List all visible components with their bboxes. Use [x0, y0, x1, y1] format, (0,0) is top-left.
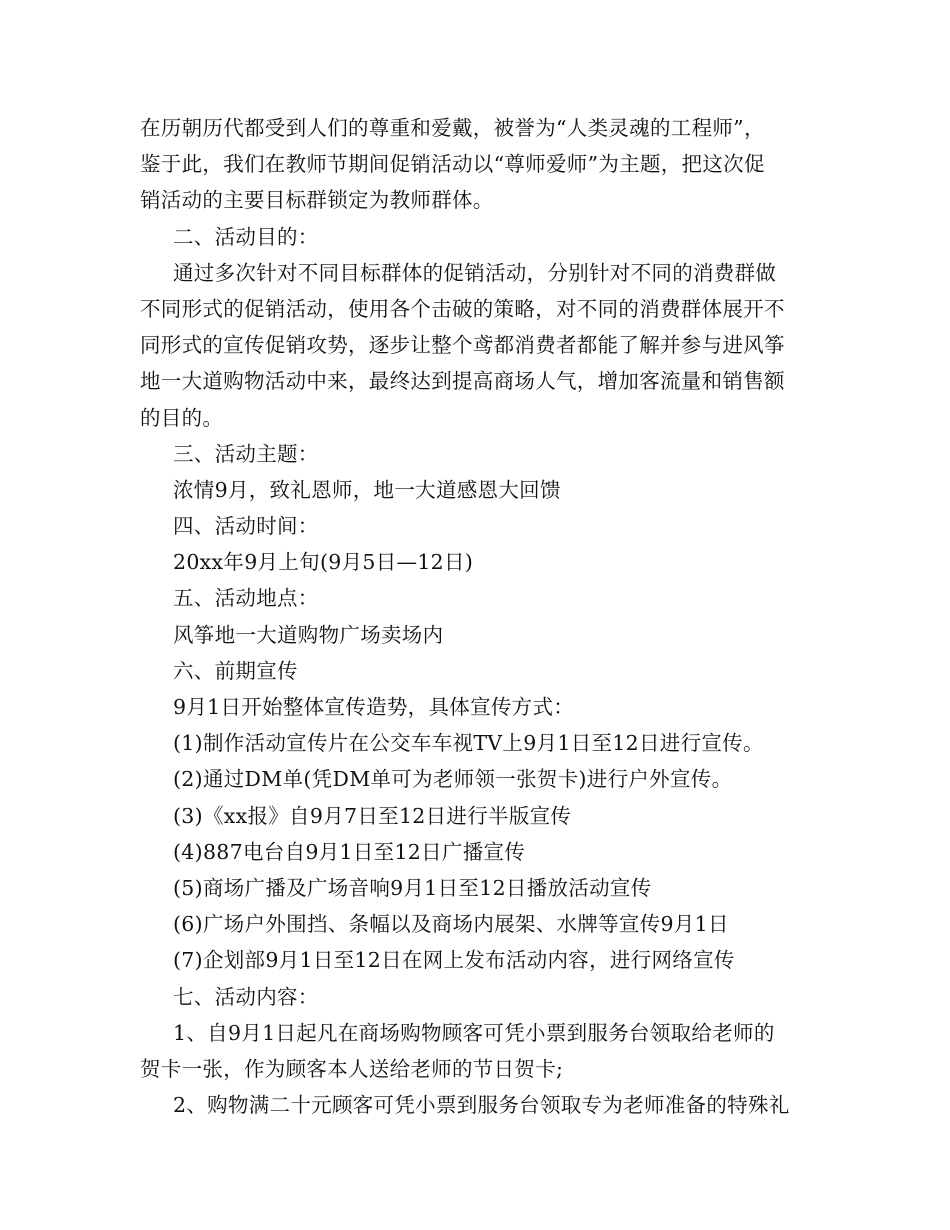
- section-heading: 六、前期宣传: [173, 658, 298, 683]
- text-line: 风筝地一大道购物广场卖场内: [173, 622, 444, 647]
- list-item: (3)《xx报》自9月7日至12日进行半版宣传: [173, 803, 572, 828]
- text-line: 9月1日开始整体宣传造势，具体宣传方式：: [173, 695, 575, 719]
- text-line: 的目的。: [140, 405, 224, 430]
- text-line: 鉴于此，我们在教师节期间促销活动以“尊师爱师”为主题，把这次促: [140, 152, 765, 177]
- text-line: 在历朝历代都受到人们的尊重和爱戴，被誉为“人类灵魂的工程师”，: [140, 116, 765, 140]
- text-line: 贺卡一张，作为顾客本人送给老师的节日贺卡;: [140, 1056, 564, 1081]
- list-item: (2)通过DM单(凭DM单可为老师领一张贺卡)进行户外宣传。: [173, 767, 733, 792]
- list-item: 2、购物满二十元顾客可凭小票到服务台领取专为老师准备的特殊礼: [173, 1093, 790, 1118]
- list-item: 1、自9月1日起凡在商场购物顾客可凭小票到服务台领取给老师的: [173, 1020, 775, 1045]
- section-heading: 二、活动目的：: [173, 224, 319, 249]
- list-item: (5)商场广播及广场音响9月1日至12日播放活动宣传: [173, 875, 652, 900]
- text-line: 20xx年9月上旬(9月5日—12日): [173, 550, 474, 575]
- text-line: 同形式的宣传促销攻势，逐步让整个鸢都消费者都能了解并参与进风筝: [140, 333, 785, 358]
- list-item: (7)企划部9月1日至12日在网上发布活动内容，进行网络宣传: [173, 948, 735, 973]
- list-item: (6)广场户外围挡、条幅以及商场内展架、水牌等宣传9月1日: [173, 912, 729, 937]
- section-heading: 五、活动地点：: [173, 586, 319, 611]
- section-heading: 七、活动内容：: [173, 984, 319, 1009]
- text-line: 不同形式的促销活动，使用各个击破的策略，对不同的消费群体展开不: [140, 296, 785, 321]
- text-line: 地一大道购物活动中来，最终达到提高商场人气，增加客流量和销售额: [140, 369, 785, 394]
- section-heading: 三、活动主题：: [173, 441, 319, 466]
- text-line: 销活动的主要目标群锁定为教师群体。: [140, 188, 494, 213]
- list-item: (4)887电台自9月1日至12日广播宣传: [173, 839, 526, 864]
- section-heading: 四、活动时间：: [173, 514, 319, 539]
- text-line: 浓情9月，致礼恩师，地一大道感恩大回馈: [173, 477, 561, 502]
- list-item: (1)制作活动宣传片在公交车车视TV上9月1日至12日进行宣传。: [173, 731, 764, 756]
- document-body: [140, 110, 820, 1123]
- text-line: 通过多次针对不同目标群体的促销活动，分别针对不同的消费群做: [173, 260, 777, 285]
